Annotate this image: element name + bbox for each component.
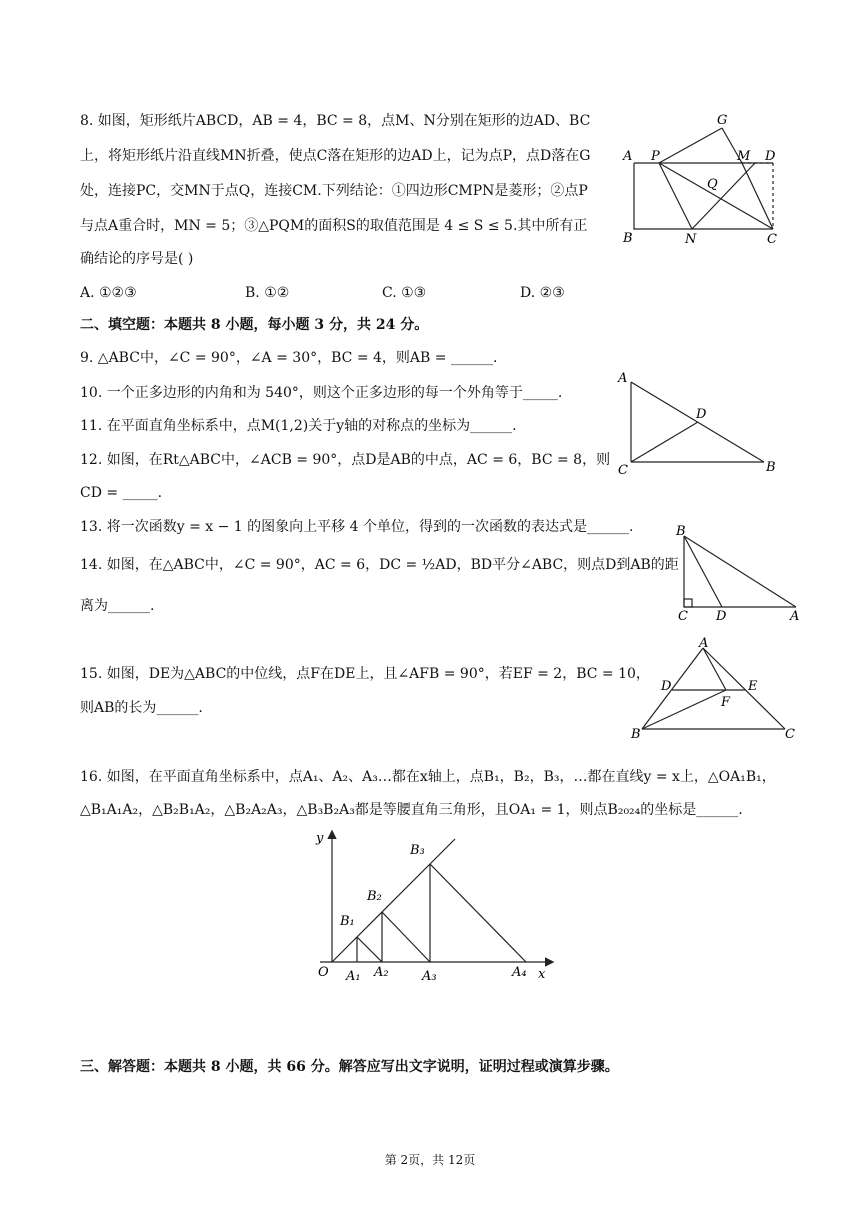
label-q: Q <box>707 177 718 192</box>
q12-line-2: CD = _____. <box>80 485 163 501</box>
label-d: D <box>765 149 776 164</box>
q8-option-d: D. ②③ <box>520 285 565 301</box>
q15-line-2: 则AB的长为______. <box>80 700 203 716</box>
label-a: A <box>790 609 800 624</box>
q8-line-3: 处，连接PC，交MN于点Q，连接CM.下列结论：①四边形CMPN是菱形；②点P <box>80 183 588 199</box>
q14-line-2: 离为______. <box>80 598 155 614</box>
label-c: C <box>678 609 688 624</box>
label-b: B <box>631 727 641 742</box>
label-g: G <box>717 113 728 128</box>
segment-pg <box>659 128 722 163</box>
label-c: C <box>618 463 628 478</box>
section-2-title: 二、填空题：本题共 8 小题，每小题 3 分，共 24 分。 <box>80 317 429 333</box>
label-a: A <box>618 371 628 386</box>
q8-option-c: C. ①③ <box>382 285 427 301</box>
q8-line-5: 确结论的序号是( ) <box>80 251 194 267</box>
q13: 13. 将一次函数y = x − 1 的图象向上平移 4 个单位，得到的一次函数的表达式是______. <box>80 519 634 535</box>
q8-option-a: A. ①②③ <box>80 285 137 301</box>
label-a1: A₁ <box>346 969 361 984</box>
label-a2: A₂ <box>374 965 389 980</box>
label-a: A <box>699 636 709 651</box>
q8-line-4: 与点A重合时，MN = 5；③△PQM的面积S的取值范围是 4 ≤ S ≤ 5.其中所有正 <box>80 218 588 234</box>
label-p: P <box>651 149 660 164</box>
q16-line-2: △B₁A₁A₂，△B₂B₁A₂，△B₂A₂A₃，△B₃B₂A₃都是等腰直角三角形，且OA₁ = 1，则点B₂₀₂₄的坐标是______. <box>80 802 743 818</box>
q16-line-1: 16. 如图，在平面直角坐标系中，点A₁、A₂、A₃…都在x轴上，点B₁，B₂，B₃，…都在直线y = x上，△OA₁B₁， <box>80 769 776 785</box>
label-x: x <box>538 967 546 982</box>
label-b: B <box>766 460 776 475</box>
label-d: D <box>716 609 727 624</box>
q8-line-1: 8. 如图，矩形纸片ABCD，AB = 4，BC = 8，点M、N分别在矩形的边AD、BC <box>80 113 591 129</box>
label-b: B <box>676 524 686 539</box>
label-c: C <box>785 727 795 742</box>
q9: 9. △ABC中，∠C = 90°，∠A = 30°，BC = 4，则AB = ______. <box>80 350 498 366</box>
line-y-eq-x <box>332 839 455 962</box>
label-e: E <box>748 679 758 694</box>
segment-mn <box>692 163 755 229</box>
q12-line-1: 12. 如图，在Rt△ABC中，∠ACB = 90°，点D是AB的中点，AC = 6，BC = 8，则 <box>80 452 611 468</box>
label-m: M <box>737 149 751 164</box>
label-a4: A₄ <box>512 965 527 980</box>
q14-figure <box>670 520 810 625</box>
q8-option-b: B. ①② <box>245 285 290 301</box>
label-c: C <box>767 232 777 247</box>
label-b3: B₃ <box>410 843 425 858</box>
rect-sides <box>634 163 773 229</box>
label-d: D <box>661 679 672 694</box>
q8-figure <box>615 108 785 248</box>
label-f: F <box>721 695 731 710</box>
label-a3: A₃ <box>422 969 437 984</box>
segment-mc <box>742 163 773 229</box>
section-3-title: 三、解答题：本题共 8 小题，共 66 分。解答应写出文字说明，证明过程或演算步骤。 <box>80 1059 619 1075</box>
q16-figure <box>300 822 570 992</box>
label-o: O <box>318 965 329 980</box>
label-b2: B₂ <box>367 889 382 904</box>
q15-line-1: 15. 如图，DE为△ABC的中位线，点F在DE上，且∠AFB = 90°，若EF = 2，BC = 10， <box>80 666 650 682</box>
label-b: B <box>623 231 633 246</box>
page-footer: 第 2页，共 12页 <box>384 1153 476 1167</box>
q8-line-2: 上，将矩形纸片沿直线MN折叠，使点C落在矩形的边AD上，记为点P，点D落在G <box>80 148 591 164</box>
label-a: A <box>623 149 633 164</box>
q10: 10. 一个正多边形的内角和为 540°，则这个正多边形的每一个外角等于_____. <box>80 385 563 401</box>
label-d: D <box>696 407 707 422</box>
q15-figure <box>625 636 805 746</box>
q14-line-1: 14. 如图，在△ABC中，∠C = 90°，AC = 6，DC = ½AD，BD平分∠ABC，则点D到AB的距 <box>80 557 679 573</box>
label-y: y <box>316 831 324 846</box>
label-n: N <box>685 232 697 247</box>
q12-figure <box>612 368 782 478</box>
label-b1: B₁ <box>340 914 355 929</box>
q11: 11. 在平面直角坐标系中，点M(1,2)关于y轴的对称点的坐标为______. <box>80 418 517 434</box>
